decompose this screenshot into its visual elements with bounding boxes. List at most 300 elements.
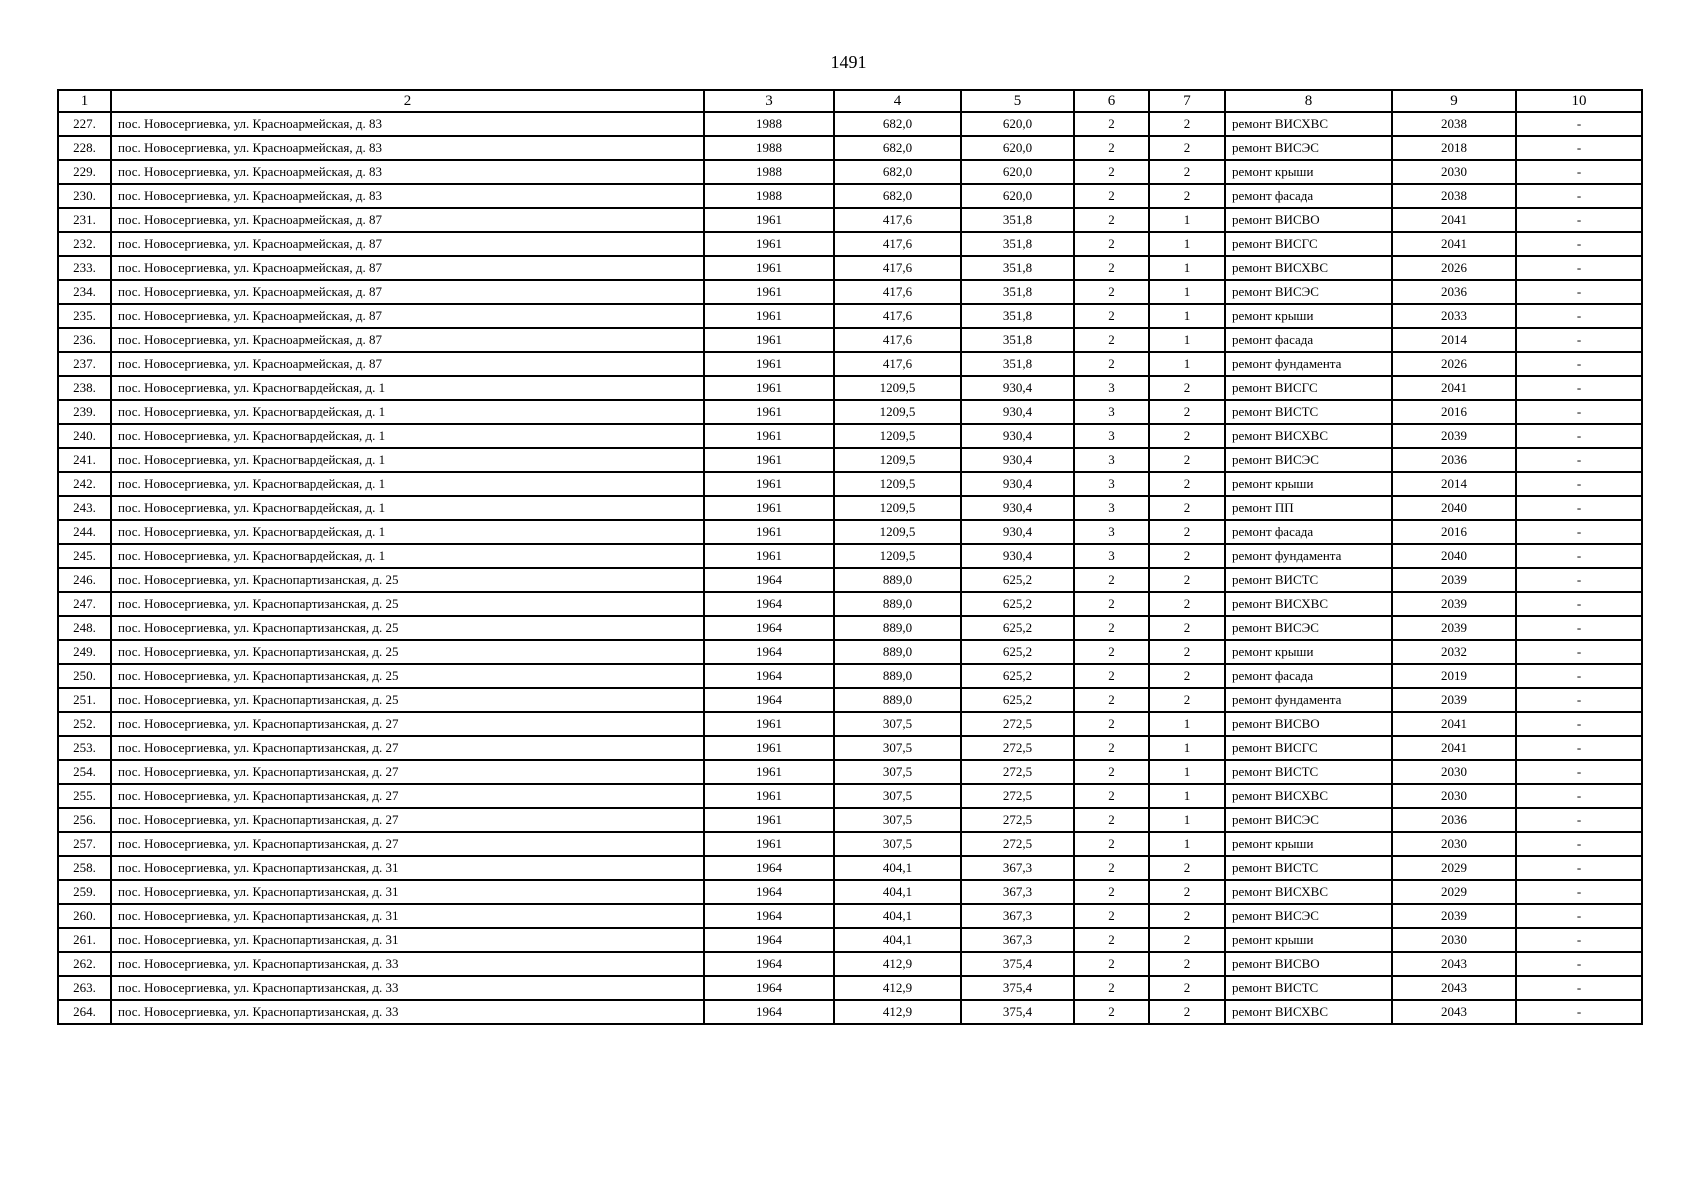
cell-work-type: ремонт ВИСВО xyxy=(1225,712,1392,736)
cell-planned-year: 2041 xyxy=(1392,376,1516,400)
cell-entrances: 2 xyxy=(1149,400,1225,424)
cell-address: пос. Новосергиевка, ул. Краснопартизанская, д. 25 xyxy=(111,568,704,592)
cell-address: пос. Новосергиевка, ул. Краснопартизанская, д. 27 xyxy=(111,832,704,856)
cell-year-built: 1964 xyxy=(704,856,834,880)
table-row xyxy=(58,496,1642,520)
cell-living-area: 930,4 xyxy=(961,424,1074,448)
cell-address: пос. Новосергиевка, ул. Красногвардейская, д. 1 xyxy=(111,544,704,568)
cell-row-number: 256. xyxy=(58,808,111,832)
repair-schedule-table xyxy=(57,89,1643,1025)
table-row xyxy=(58,592,1642,616)
cell-row-number: 263. xyxy=(58,976,111,1000)
cell-entrances: 2 xyxy=(1149,424,1225,448)
cell-note: - xyxy=(1516,400,1642,424)
cell-living-area: 930,4 xyxy=(961,496,1074,520)
column-header: 2 xyxy=(111,90,704,112)
cell-work-type: ремонт ВИСХВС xyxy=(1225,1000,1392,1024)
cell-planned-year: 2040 xyxy=(1392,544,1516,568)
cell-planned-year: 2039 xyxy=(1392,904,1516,928)
cell-note: - xyxy=(1516,712,1642,736)
cell-living-area: 930,4 xyxy=(961,544,1074,568)
cell-floors: 2 xyxy=(1074,880,1149,904)
cell-floors: 2 xyxy=(1074,616,1149,640)
cell-work-type: ремонт ВИСХВС xyxy=(1225,784,1392,808)
cell-note: - xyxy=(1516,688,1642,712)
table-row xyxy=(58,280,1642,304)
cell-floors: 2 xyxy=(1074,784,1149,808)
cell-floors: 2 xyxy=(1074,280,1149,304)
cell-entrances: 1 xyxy=(1149,328,1225,352)
cell-floors: 2 xyxy=(1074,712,1149,736)
cell-planned-year: 2038 xyxy=(1392,184,1516,208)
table-row xyxy=(58,544,1642,568)
cell-living-area: 375,4 xyxy=(961,976,1074,1000)
cell-living-area: 272,5 xyxy=(961,832,1074,856)
cell-planned-year: 2033 xyxy=(1392,304,1516,328)
cell-entrances: 1 xyxy=(1149,352,1225,376)
cell-address: пос. Новосергиевка, ул. Краснопартизанская, д. 33 xyxy=(111,952,704,976)
cell-year-built: 1961 xyxy=(704,520,834,544)
table-row xyxy=(58,304,1642,328)
cell-year-built: 1964 xyxy=(704,928,834,952)
cell-total-area: 1209,5 xyxy=(834,400,961,424)
cell-address: пос. Новосергиевка, ул. Красноармейская, д. 87 xyxy=(111,232,704,256)
cell-living-area: 367,3 xyxy=(961,880,1074,904)
column-header: 8 xyxy=(1225,90,1392,112)
cell-living-area: 625,2 xyxy=(961,640,1074,664)
table-row xyxy=(58,784,1642,808)
cell-entrances: 2 xyxy=(1149,136,1225,160)
table-row xyxy=(58,832,1642,856)
cell-work-type: ремонт фасада xyxy=(1225,664,1392,688)
cell-year-built: 1964 xyxy=(704,688,834,712)
cell-entrances: 2 xyxy=(1149,664,1225,688)
cell-total-area: 412,9 xyxy=(834,1000,961,1024)
cell-entrances: 2 xyxy=(1149,904,1225,928)
cell-floors: 2 xyxy=(1074,808,1149,832)
table-row xyxy=(58,424,1642,448)
cell-total-area: 1209,5 xyxy=(834,424,961,448)
table-body xyxy=(58,112,1642,1024)
cell-row-number: 240. xyxy=(58,424,111,448)
cell-living-area: 375,4 xyxy=(961,1000,1074,1024)
cell-note: - xyxy=(1516,856,1642,880)
cell-year-built: 1961 xyxy=(704,784,834,808)
cell-planned-year: 2039 xyxy=(1392,592,1516,616)
cell-year-built: 1961 xyxy=(704,832,834,856)
cell-living-area: 367,3 xyxy=(961,928,1074,952)
cell-work-type: ремонт фундамента xyxy=(1225,352,1392,376)
cell-entrances: 2 xyxy=(1149,448,1225,472)
cell-note: - xyxy=(1516,448,1642,472)
column-header: 9 xyxy=(1392,90,1516,112)
cell-note: - xyxy=(1516,928,1642,952)
cell-planned-year: 2039 xyxy=(1392,616,1516,640)
cell-total-area: 417,6 xyxy=(834,352,961,376)
cell-year-built: 1961 xyxy=(704,496,834,520)
cell-note: - xyxy=(1516,784,1642,808)
cell-row-number: 262. xyxy=(58,952,111,976)
cell-floors: 3 xyxy=(1074,520,1149,544)
cell-year-built: 1961 xyxy=(704,304,834,328)
column-header: 4 xyxy=(834,90,961,112)
cell-total-area: 417,6 xyxy=(834,232,961,256)
cell-note: - xyxy=(1516,904,1642,928)
cell-year-built: 1964 xyxy=(704,664,834,688)
table-row xyxy=(58,376,1642,400)
cell-planned-year: 2043 xyxy=(1392,1000,1516,1024)
cell-living-area: 351,8 xyxy=(961,280,1074,304)
cell-planned-year: 2019 xyxy=(1392,664,1516,688)
table-row xyxy=(58,352,1642,376)
cell-year-built: 1961 xyxy=(704,712,834,736)
cell-living-area: 930,4 xyxy=(961,472,1074,496)
cell-work-type: ремонт крыши xyxy=(1225,304,1392,328)
cell-entrances: 2 xyxy=(1149,544,1225,568)
cell-floors: 2 xyxy=(1074,592,1149,616)
cell-row-number: 264. xyxy=(58,1000,111,1024)
cell-living-area: 351,8 xyxy=(961,352,1074,376)
cell-row-number: 260. xyxy=(58,904,111,928)
cell-work-type: ремонт ВИСГС xyxy=(1225,736,1392,760)
cell-address: пос. Новосергиевка, ул. Краснопартизанская, д. 25 xyxy=(111,592,704,616)
cell-planned-year: 2026 xyxy=(1392,352,1516,376)
cell-entrances: 2 xyxy=(1149,640,1225,664)
cell-note: - xyxy=(1516,952,1642,976)
table-row xyxy=(58,256,1642,280)
cell-floors: 2 xyxy=(1074,112,1149,136)
table-row xyxy=(58,856,1642,880)
cell-note: - xyxy=(1516,832,1642,856)
cell-entrances: 1 xyxy=(1149,208,1225,232)
cell-total-area: 1209,5 xyxy=(834,544,961,568)
cell-year-built: 1964 xyxy=(704,880,834,904)
cell-note: - xyxy=(1516,136,1642,160)
column-header: 7 xyxy=(1149,90,1225,112)
cell-planned-year: 2016 xyxy=(1392,520,1516,544)
cell-year-built: 1961 xyxy=(704,280,834,304)
cell-address: пос. Новосергиевка, ул. Красноармейская, д. 87 xyxy=(111,352,704,376)
cell-floors: 2 xyxy=(1074,352,1149,376)
cell-living-area: 625,2 xyxy=(961,664,1074,688)
cell-address: пос. Новосергиевка, ул. Краснопартизанская, д. 27 xyxy=(111,712,704,736)
cell-floors: 3 xyxy=(1074,472,1149,496)
table-row xyxy=(58,808,1642,832)
cell-year-built: 1964 xyxy=(704,592,834,616)
cell-work-type: ремонт крыши xyxy=(1225,640,1392,664)
cell-work-type: ремонт ВИСВО xyxy=(1225,952,1392,976)
cell-row-number: 244. xyxy=(58,520,111,544)
cell-total-area: 682,0 xyxy=(834,160,961,184)
cell-work-type: ремонт ВИСХВС xyxy=(1225,112,1392,136)
cell-entrances: 2 xyxy=(1149,1000,1225,1024)
cell-entrances: 2 xyxy=(1149,184,1225,208)
cell-note: - xyxy=(1516,184,1642,208)
cell-planned-year: 2039 xyxy=(1392,424,1516,448)
cell-entrances: 2 xyxy=(1149,856,1225,880)
cell-floors: 3 xyxy=(1074,544,1149,568)
table-row xyxy=(58,664,1642,688)
cell-address: пос. Новосергиевка, ул. Красноармейская, д. 87 xyxy=(111,304,704,328)
cell-row-number: 232. xyxy=(58,232,111,256)
cell-row-number: 254. xyxy=(58,760,111,784)
cell-planned-year: 2043 xyxy=(1392,976,1516,1000)
cell-year-built: 1961 xyxy=(704,544,834,568)
cell-work-type: ремонт крыши xyxy=(1225,832,1392,856)
table-row xyxy=(58,400,1642,424)
cell-total-area: 307,5 xyxy=(834,784,961,808)
cell-living-area: 272,5 xyxy=(961,736,1074,760)
cell-address: пос. Новосергиевка, ул. Краснопартизанская, д. 25 xyxy=(111,616,704,640)
cell-work-type: ремонт ВИСЭС xyxy=(1225,808,1392,832)
cell-year-built: 1961 xyxy=(704,208,834,232)
cell-total-area: 682,0 xyxy=(834,112,961,136)
cell-year-built: 1964 xyxy=(704,952,834,976)
cell-living-area: 351,8 xyxy=(961,328,1074,352)
cell-entrances: 1 xyxy=(1149,760,1225,784)
cell-total-area: 404,1 xyxy=(834,904,961,928)
cell-floors: 3 xyxy=(1074,496,1149,520)
cell-note: - xyxy=(1516,112,1642,136)
cell-planned-year: 2038 xyxy=(1392,112,1516,136)
cell-living-area: 620,0 xyxy=(961,112,1074,136)
cell-floors: 2 xyxy=(1074,208,1149,232)
cell-year-built: 1961 xyxy=(704,376,834,400)
cell-row-number: 230. xyxy=(58,184,111,208)
cell-row-number: 231. xyxy=(58,208,111,232)
cell-floors: 2 xyxy=(1074,688,1149,712)
table-row xyxy=(58,640,1642,664)
cell-living-area: 272,5 xyxy=(961,808,1074,832)
cell-living-area: 272,5 xyxy=(961,712,1074,736)
cell-note: - xyxy=(1516,880,1642,904)
cell-total-area: 307,5 xyxy=(834,832,961,856)
cell-row-number: 227. xyxy=(58,112,111,136)
cell-planned-year: 2036 xyxy=(1392,448,1516,472)
table-row xyxy=(58,736,1642,760)
cell-total-area: 412,9 xyxy=(834,976,961,1000)
cell-living-area: 351,8 xyxy=(961,208,1074,232)
cell-living-area: 625,2 xyxy=(961,616,1074,640)
cell-floors: 2 xyxy=(1074,976,1149,1000)
cell-year-built: 1964 xyxy=(704,616,834,640)
cell-entrances: 2 xyxy=(1149,616,1225,640)
cell-row-number: 235. xyxy=(58,304,111,328)
cell-floors: 2 xyxy=(1074,904,1149,928)
cell-address: пос. Новосергиевка, ул. Краснопартизанская, д. 31 xyxy=(111,904,704,928)
cell-planned-year: 2036 xyxy=(1392,808,1516,832)
cell-planned-year: 2014 xyxy=(1392,328,1516,352)
cell-planned-year: 2036 xyxy=(1392,280,1516,304)
cell-work-type: ремонт ВИСХВС xyxy=(1225,592,1392,616)
cell-row-number: 259. xyxy=(58,880,111,904)
cell-planned-year: 2041 xyxy=(1392,208,1516,232)
column-header: 3 xyxy=(704,90,834,112)
cell-entrances: 2 xyxy=(1149,592,1225,616)
cell-year-built: 1964 xyxy=(704,976,834,1000)
cell-year-built: 1988 xyxy=(704,160,834,184)
cell-floors: 2 xyxy=(1074,640,1149,664)
cell-total-area: 307,5 xyxy=(834,808,961,832)
cell-work-type: ремонт ВИСТС xyxy=(1225,760,1392,784)
cell-year-built: 1964 xyxy=(704,904,834,928)
cell-living-area: 620,0 xyxy=(961,136,1074,160)
cell-planned-year: 2041 xyxy=(1392,736,1516,760)
cell-row-number: 229. xyxy=(58,160,111,184)
cell-address: пос. Новосергиевка, ул. Красноармейская, д. 87 xyxy=(111,208,704,232)
cell-address: пос. Новосергиевка, ул. Краснопартизанская, д. 33 xyxy=(111,1000,704,1024)
cell-entrances: 2 xyxy=(1149,112,1225,136)
cell-row-number: 249. xyxy=(58,640,111,664)
cell-address: пос. Новосергиевка, ул. Краснопартизанская, д. 25 xyxy=(111,688,704,712)
cell-total-area: 307,5 xyxy=(834,736,961,760)
table-row xyxy=(58,952,1642,976)
cell-work-type: ремонт фундамента xyxy=(1225,544,1392,568)
table-row xyxy=(58,688,1642,712)
cell-planned-year: 2041 xyxy=(1392,232,1516,256)
cell-entrances: 1 xyxy=(1149,256,1225,280)
cell-work-type: ремонт ВИСХВС xyxy=(1225,256,1392,280)
cell-living-area: 367,3 xyxy=(961,856,1074,880)
cell-entrances: 2 xyxy=(1149,496,1225,520)
cell-total-area: 404,1 xyxy=(834,928,961,952)
cell-note: - xyxy=(1516,304,1642,328)
cell-work-type: ремонт ВИСЭС xyxy=(1225,448,1392,472)
table-row xyxy=(58,328,1642,352)
table-row xyxy=(58,976,1642,1000)
cell-address: пос. Новосергиевка, ул. Краснопартизанская, д. 27 xyxy=(111,760,704,784)
cell-total-area: 307,5 xyxy=(834,712,961,736)
column-header: 6 xyxy=(1074,90,1149,112)
cell-entrances: 1 xyxy=(1149,712,1225,736)
table-row xyxy=(58,568,1642,592)
cell-address: пос. Новосергиевка, ул. Красноармейская, д. 87 xyxy=(111,280,704,304)
cell-work-type: ремонт ВИСВО xyxy=(1225,208,1392,232)
cell-floors: 3 xyxy=(1074,400,1149,424)
cell-note: - xyxy=(1516,592,1642,616)
cell-note: - xyxy=(1516,664,1642,688)
cell-work-type: ремонт фасада xyxy=(1225,328,1392,352)
cell-row-number: 239. xyxy=(58,400,111,424)
cell-work-type: ремонт крыши xyxy=(1225,928,1392,952)
cell-year-built: 1961 xyxy=(704,736,834,760)
page-number: 1491 xyxy=(830,52,867,72)
cell-work-type: ремонт ВИСТС xyxy=(1225,976,1392,1000)
cell-planned-year: 2040 xyxy=(1392,496,1516,520)
table-row xyxy=(58,184,1642,208)
cell-year-built: 1961 xyxy=(704,448,834,472)
cell-planned-year: 2043 xyxy=(1392,952,1516,976)
cell-entrances: 2 xyxy=(1149,472,1225,496)
cell-total-area: 307,5 xyxy=(834,760,961,784)
cell-year-built: 1961 xyxy=(704,472,834,496)
cell-living-area: 620,0 xyxy=(961,160,1074,184)
cell-total-area: 1209,5 xyxy=(834,520,961,544)
cell-entrances: 2 xyxy=(1149,160,1225,184)
cell-address: пос. Новосергиевка, ул. Красноармейская, д. 83 xyxy=(111,184,704,208)
cell-note: - xyxy=(1516,208,1642,232)
cell-year-built: 1964 xyxy=(704,640,834,664)
cell-address: пос. Новосергиевка, ул. Красногвардейская, д. 1 xyxy=(111,448,704,472)
cell-year-built: 1964 xyxy=(704,1000,834,1024)
cell-floors: 2 xyxy=(1074,928,1149,952)
cell-living-area: 367,3 xyxy=(961,904,1074,928)
cell-living-area: 625,2 xyxy=(961,688,1074,712)
column-header: 1 xyxy=(58,90,111,112)
cell-planned-year: 2041 xyxy=(1392,712,1516,736)
cell-note: - xyxy=(1516,256,1642,280)
cell-total-area: 889,0 xyxy=(834,664,961,688)
cell-address: пос. Новосергиевка, ул. Красногвардейская, д. 1 xyxy=(111,496,704,520)
column-header: 5 xyxy=(961,90,1074,112)
cell-living-area: 351,8 xyxy=(961,232,1074,256)
cell-address: пос. Новосергиевка, ул. Красноармейская, д. 83 xyxy=(111,112,704,136)
cell-floors: 2 xyxy=(1074,232,1149,256)
cell-living-area: 625,2 xyxy=(961,568,1074,592)
cell-note: - xyxy=(1516,808,1642,832)
cell-row-number: 258. xyxy=(58,856,111,880)
cell-note: - xyxy=(1516,280,1642,304)
cell-entrances: 1 xyxy=(1149,280,1225,304)
cell-row-number: 242. xyxy=(58,472,111,496)
cell-note: - xyxy=(1516,160,1642,184)
cell-floors: 2 xyxy=(1074,568,1149,592)
cell-year-built: 1961 xyxy=(704,352,834,376)
cell-note: - xyxy=(1516,616,1642,640)
cell-address: пос. Новосергиевка, ул. Краснопартизанская, д. 27 xyxy=(111,784,704,808)
cell-work-type: ремонт ВИСТС xyxy=(1225,568,1392,592)
cell-floors: 2 xyxy=(1074,304,1149,328)
cell-living-area: 351,8 xyxy=(961,304,1074,328)
cell-note: - xyxy=(1516,328,1642,352)
cell-living-area: 625,2 xyxy=(961,592,1074,616)
cell-row-number: 251. xyxy=(58,688,111,712)
cell-work-type: ремонт ВИСТС xyxy=(1225,856,1392,880)
cell-entrances: 1 xyxy=(1149,784,1225,808)
cell-address: пос. Новосергиевка, ул. Краснопартизанская, д. 25 xyxy=(111,640,704,664)
cell-total-area: 889,0 xyxy=(834,616,961,640)
cell-note: - xyxy=(1516,976,1642,1000)
table-row xyxy=(58,928,1642,952)
cell-total-area: 889,0 xyxy=(834,592,961,616)
cell-planned-year: 2030 xyxy=(1392,784,1516,808)
cell-total-area: 417,6 xyxy=(834,328,961,352)
cell-entrances: 1 xyxy=(1149,736,1225,760)
cell-entrances: 2 xyxy=(1149,928,1225,952)
cell-address: пос. Новосергиевка, ул. Красноармейская, д. 83 xyxy=(111,136,704,160)
table-row xyxy=(58,160,1642,184)
cell-total-area: 1209,5 xyxy=(834,448,961,472)
cell-total-area: 682,0 xyxy=(834,184,961,208)
cell-year-built: 1961 xyxy=(704,232,834,256)
cell-row-number: 248. xyxy=(58,616,111,640)
cell-year-built: 1964 xyxy=(704,568,834,592)
cell-planned-year: 2039 xyxy=(1392,568,1516,592)
cell-floors: 2 xyxy=(1074,1000,1149,1024)
cell-year-built: 1988 xyxy=(704,136,834,160)
cell-row-number: 243. xyxy=(58,496,111,520)
cell-planned-year: 2030 xyxy=(1392,160,1516,184)
cell-address: пос. Новосергиевка, ул. Краснопартизанская, д. 31 xyxy=(111,928,704,952)
cell-address: пос. Новосергиевка, ул. Краснопартизанская, д. 27 xyxy=(111,736,704,760)
cell-note: - xyxy=(1516,352,1642,376)
cell-year-built: 1961 xyxy=(704,256,834,280)
table-row xyxy=(58,208,1642,232)
cell-planned-year: 2026 xyxy=(1392,256,1516,280)
cell-total-area: 417,6 xyxy=(834,280,961,304)
cell-floors: 2 xyxy=(1074,760,1149,784)
cell-year-built: 1988 xyxy=(704,112,834,136)
